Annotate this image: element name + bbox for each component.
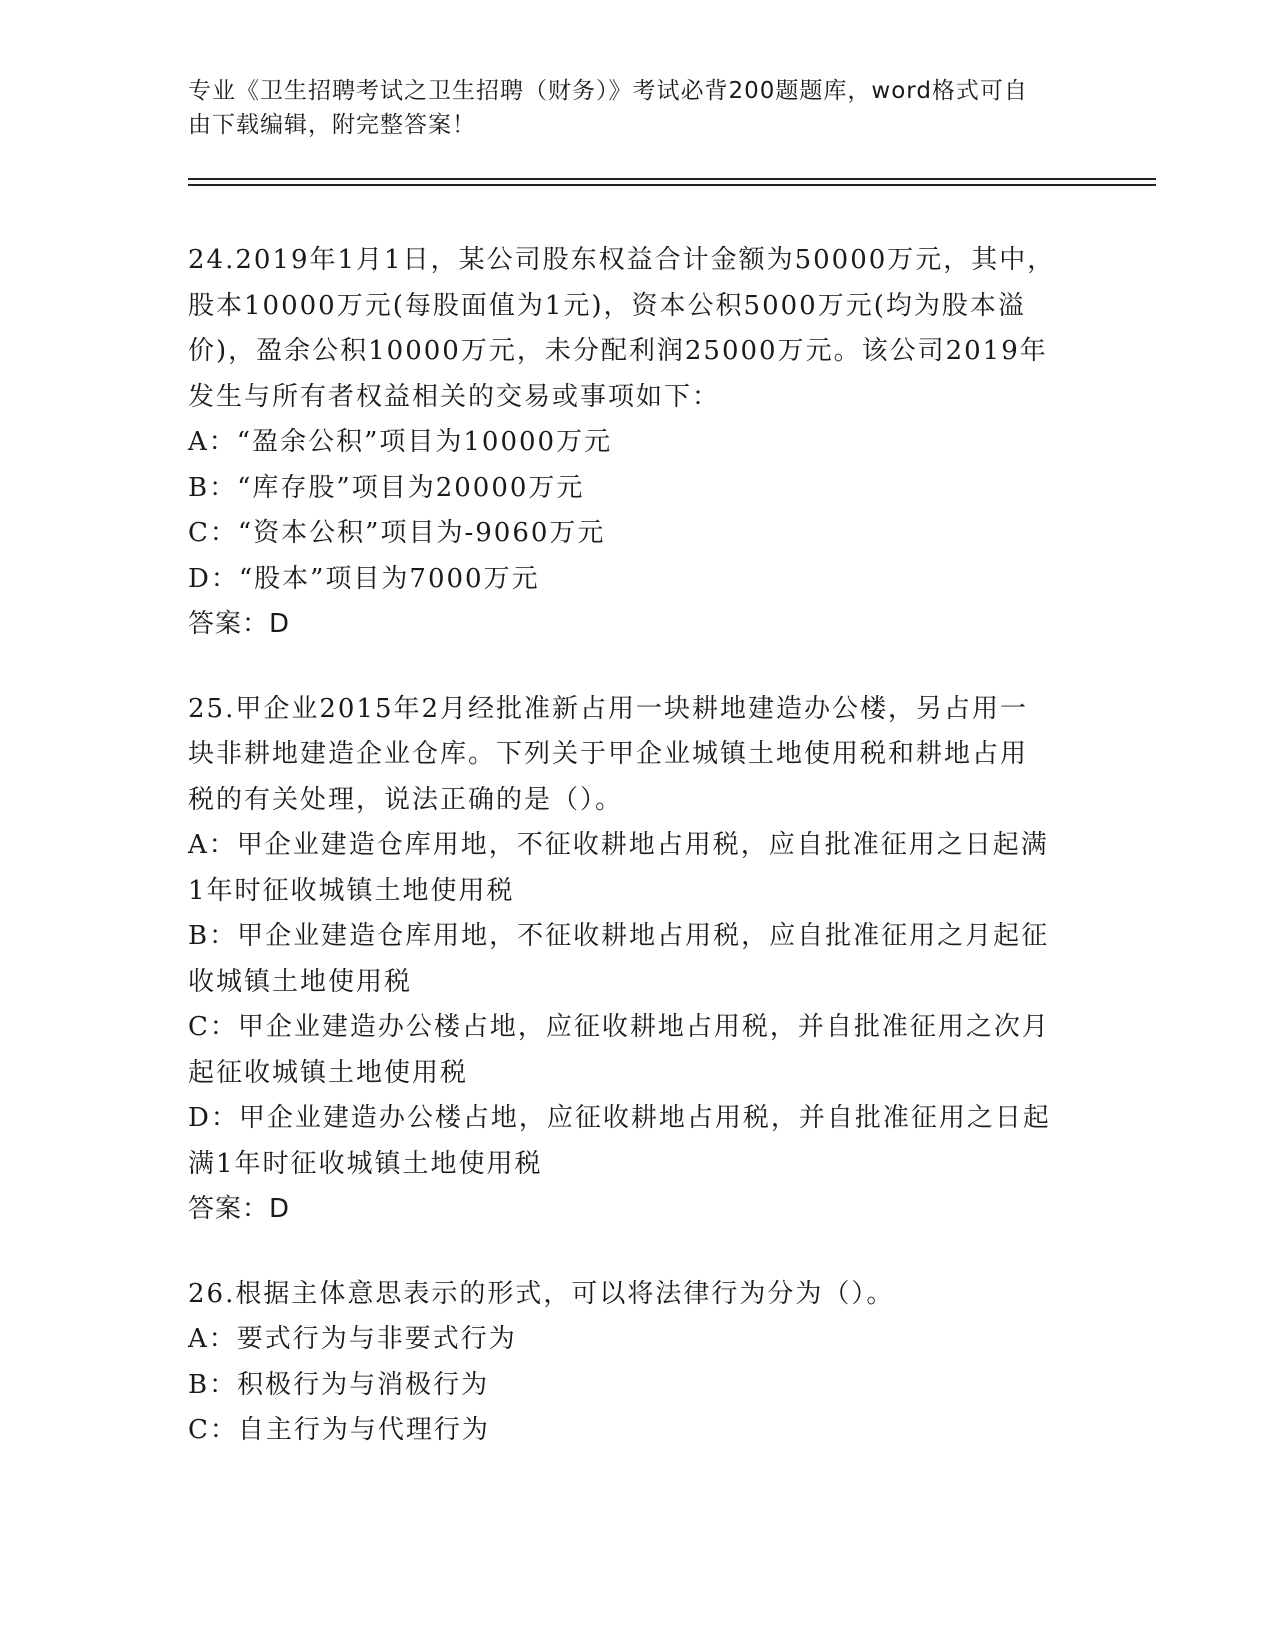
answer-line: 答案：D [188,1194,291,1224]
option-b-continued: 收城镇土地使用税 [188,966,413,997]
option-a: A：甲企业建造仓库用地，不征收耕地占用税，应自批准征用之日起满 [188,830,1049,860]
answer-line: 答案：D [188,609,291,639]
option-c: C：甲企业建造办公楼占地，应征收耕地占用税，并自批准征用之次月 [188,1012,1050,1042]
option-a: A：要式行为与非要式行为 [188,1324,517,1354]
question-stem-line: 发生与所有者权益相关的交易或事项如下： [188,381,721,412]
option-b: B：“库存股”项目为20000万元 [188,472,585,503]
option-a-continued: 1年时征收城镇土地使用税 [188,875,515,906]
header-divider-top [188,178,1156,180]
question-stem-line: 价)，盈余公积10000万元，未分配利润25000万元。该公司2019年 [188,336,1048,366]
question-24 [188,238,1078,648]
question-stem-line: 26.根据主体意思表示的形式，可以将法律行为分为（）。 [188,1278,895,1309]
option-d: D：“股本”项目为7000万元 [188,563,540,594]
question-stem-line: 块非耕地建造企业仓库。下列关于甲企业城镇土地使用税和耕地占用 [188,739,1029,769]
option-d: D：甲企业建造办公楼占地，应征收耕地占用税，并自批准征用之日起 [188,1103,1051,1133]
header-divider-bottom [188,184,1156,186]
option-c-continued: 起征收城镇土地使用税 [188,1057,469,1088]
header-line-1: 专业《卫生招聘考试之卫生招聘（财务）》考试必背200题题库，word格式可自 [188,78,1028,104]
document-header [188,74,1088,142]
question-26 [188,1272,1078,1454]
option-a: A：“盈余公积”项目为10000万元 [188,427,613,457]
question-stem-line: 25.甲企业2015年2月经批准新占用一块耕地建造办公楼，另占用一 [188,693,1029,724]
option-b: B：甲企业建造仓库用地，不征收耕地占用税，应自批准征用之月起征 [188,921,1050,951]
question-list [188,238,1078,1493]
option-c: C：自主行为与代理行为 [188,1415,490,1445]
option-d-continued: 满1年时征收城镇土地使用税 [188,1148,543,1179]
option-c: C：“资本公积”项目为-9060万元 [188,518,606,548]
question-stem-line: 股本10000万元(每股面值为1元)，资本公积5000万元(均为股本溢 [188,290,1026,321]
question-25 [188,687,1078,1233]
header-line-2: 由下载编辑，附完整答案！ [188,112,476,138]
option-b: B：积极行为与消极行为 [188,1369,490,1400]
question-stem-line: 税的有关处理，说法正确的是（）。 [188,784,624,815]
question-stem-line: 24.2019年1月1日，某公司股东权益合计金额为50000万元，其中， [188,245,1056,275]
